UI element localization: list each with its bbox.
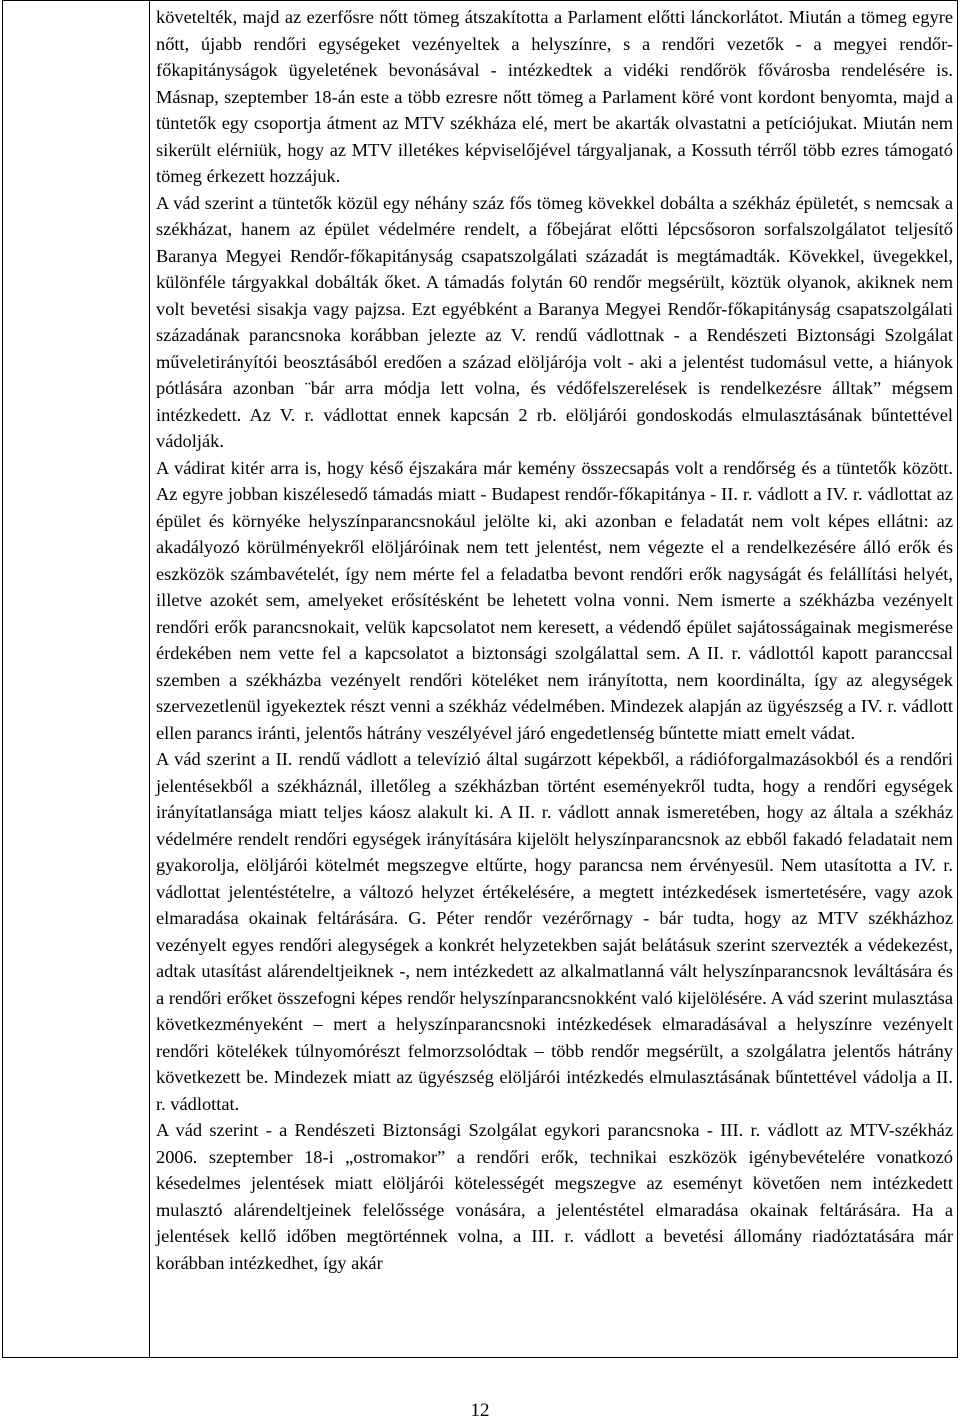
paragraph-1: követelték, majd az ezerfősre nőtt tömeg átszakította a Parlament előtti lánckorlátot. Miután a tömeg egyre nőtt, újabb rendőri egységeket vezényeltek a helyszínre, s a rendőri vezetők - a megyei rendőr-főkapitányságok ügyeletének bevonásával - intézkedtek a vidéki rendőrök fővárosba rendelésére is. Másnap, szeptember 18-án este a több ezresre nőtt tömeg a Parlament köré vont kordont benyomta, majd a tüntetők egy csoportja átment az MTV székháza elé, mert be akarták olvastatni a petíciójukat. Miután nem sikerült elérniük, hogy az MTV illetékes képviselőjével tárgyaljanak, a Kossuth térről több ezres támogató tömeg érkezett hozzájuk. — [156, 7, 953, 186]
body-text — [156, 1, 953, 1276]
paragraph-4: A vád szerint a II. rendű vádlott a televízió által sugárzott képekből, a rádióforgalmazásokból és a rendőri jelentésekből a székháznál, illetőleg a székházban történt eseményekről tudta, hogy a rendőri egységek irányítatlansága miatt teljes káosz alakult ki. A II. r. vádlott annak ismeretében, hogy az általa a székház védelmére rendelt rendőri egységek irányítására kijelölt helyszínparancsnok az ebből fakadó feladatait nem gyakorolja, elöljárói kötelmét megszegve eltűrte, hogy parancsa nem érvényesül. Nem utasította a IV. r. vádlottat jelentéstételre, a változó helyzet értékelésére, a megtett intézkedések ismertetésére, vagy azok elmaradása okainak feltárására. G. Péter rendőr vezérőrnagy - bár tudta, hogy az MTV székházhoz vezényelt egyes rendőri alegységek a konkrét helyzetekben saját belátásuk szerint szervezték a védekezést, adtak utasítást alárendeltjeiknek -, nem intézkedett az alkalmatlanná vált helyszínparancsnok leváltására és a rendőri erőket összefogni képes rendőr helyszínparancsnokként való kijelölésére. A vád szerint mulasztása következményeként – mert a helyszínparancsnoki intézkedések elmaradásával a helyszínre vezényelt rendőri kötelékek túlnyomórészt felmorzsolódtak – több rendőr megsérült, a szolgálatra jelentős hátrány következett be. Mindezek miatt az ügyészség elöljárói intézkedés elmulasztásának bűntettével vádolja a II. r. vádlottat. — [156, 749, 953, 1114]
left-margin-cell — [3, 1, 150, 1358]
paragraph-2: A vád szerint a tüntetők közül egy néhány száz fős tömeg kövekkel dobálta a székház épületét, s nemcsak a székházat, hanem az épület védelmére rendelt, a főbejárat előtti lépcsősoron sorfalszolgálatot teljesítő Baranya Megyei Rendőr-főkapitányság csapatszolgálati századát is megtámadták. Kövekkel, üvegekkel, különféle tárgyakkal dobálták őket. A támadás folytán 60 rendőr megsérült, köztük olyanok, akiknek nem volt bevetési sisakja vagy pajzsa. Ezt egyébként a Baranya Megyei Rendőr-főkapitányság csapatszolgálati századának parancsnoka korábban jelezte az V. rendű vádlottnak - a Rendészeti Biztonsági Szolgálat műveletirányítói beosztásából eredően a század elöljárója volt - aki a jelentést tudomásul vette, a hiányok pótlására azonban ¨bár arra módja lett volna, és védőfelszerelések is rendelkezésre álltak” mégsem intézkedett. Az V. r. vádlottat ennek kapcsán 2 rb. elöljárói gondoskodás elmulasztásának bűntettével vádolják. — [156, 192, 953, 451]
paragraph-5: A vád szerint - a Rendészeti Biztonsági Szolgálat egykori parancsnoka - III. r. vádlott az MTV-székház 2006. szeptember 18-i „ostromakor” a rendőri erők, technikai eszközök igénybevételére vonatkozó késedelmes jelentések miatt elöljárói kötelességét megszegve az eseményt követően nem intézkedett mulasztó alárendeltjeinek felelőssége vonására, a jelentéstétel elmaradása okainak feltárására. Ha a jelentések kellő időben megtörténnek volna, a III. r. vádlott a bevetési állomány riadóztatására már korábban intézkedhet, így akár — [156, 1120, 953, 1273]
content-cell — [150, 1, 958, 1358]
document-table — [2, 0, 958, 1358]
paragraph-3: A vádirat kitér arra is, hogy késő éjszakára már kemény összecsapás volt a rendőrség és a tüntetők között. Az egyre jobban kiszélesedő támadás miatt - Budapest rendőr-főkapitánya - II. r. vádlott a IV. r. vádlottat az épület és környéke helyszínparancsnokául jelölte ki, aki azonban e feladatát nem volt képes ellátni: az akadályozó körülményekről elöljáróinak nem tett jelentést, nem végezte el a rendelkezésére álló erők és eszközök számbavételét, így nem mérte fel a feladatba bevont rendőri erők nagyságát és felállítási helyét, illetve azokét sem, amelyeket erősítésként be lehetett volna vonni. Nem ismerte a székházba vezényelt rendőri erők parancsnokait, velük kapcsolatot nem keresett, a védendő épület sajátosságainak megismerése érdekében nem vette fel a kapcsolatot a biztonsági szolgálattal sem. A II. r. vádlottól kapott paranccsal szemben a székházba vezényelt rendőri köteléket nem irányította, nem koordinálta, így az alegységek szervezetlenül igyekeztek részt venni a székház védelmében. Mindezek alapján az ügyészség a IV. r. vádlott ellen parancs iránti, jelentős hátrány veszélyével járó engedetlenség bűntette miatt emelt vádat. — [156, 457, 953, 743]
page-number: 12 — [470, 1400, 490, 1421]
